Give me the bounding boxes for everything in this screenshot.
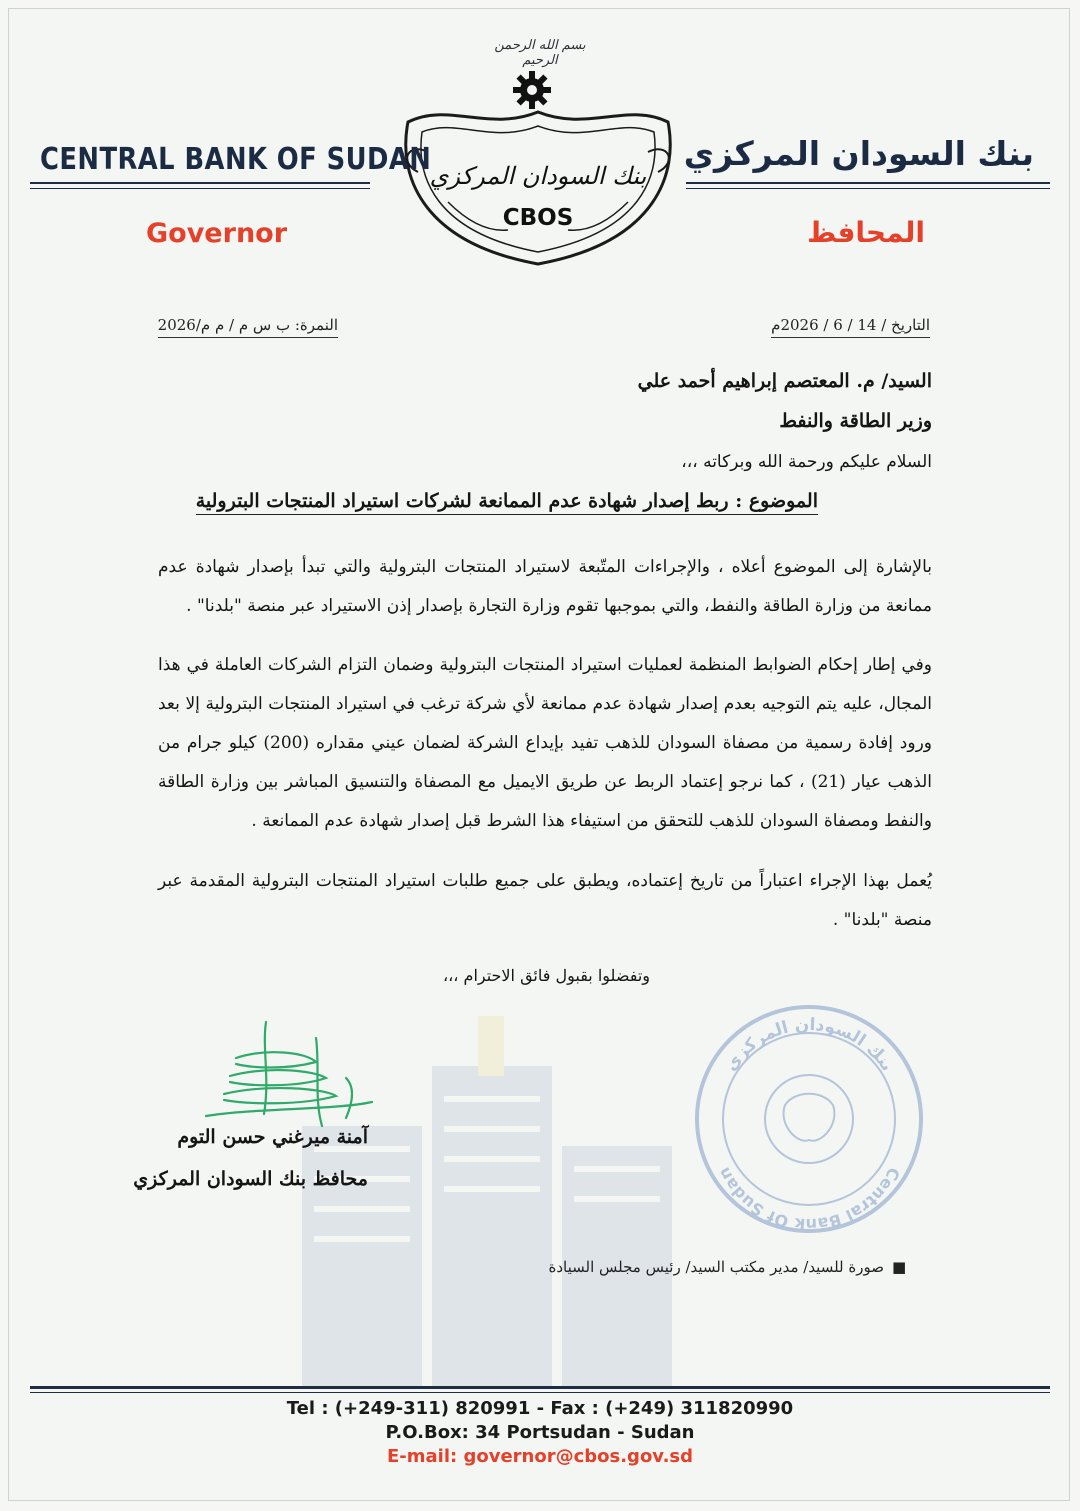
governor-title-english: Governor (146, 218, 288, 249)
cbos-emblem-logo (388, 92, 688, 268)
footer-divider (30, 1386, 1050, 1389)
letter-subject: الموضوع : ربط إصدار شهادة عدم الممانعة لشركات استيراد المنتجات البترولية (196, 490, 818, 515)
bank-seal-stamp (690, 1000, 928, 1238)
recipient-position: وزير الطاقة والنفط (779, 410, 932, 432)
carbon-copy-note: صورة للسيد/ مدير مكتب السيد/ رئيس مجلس السيادة (548, 1258, 884, 1276)
closing-salutation: وتفضلوا بقبول فائق الاحترام ،،، (442, 966, 650, 985)
body-paragraph-1: بالإشارة إلى الموضوع أعلاه ، والإجراءات المتّبعة لاستيراد المنتجات البترولية والتي تبدأ بإصدار شهادة عدم ممانعة من وزارة الطاقة والنفط، والتي بموجبها تقوم وزارة التجارة بإصدار إذن الاستيراد عبر منصة "بلدنا" . (158, 557, 932, 616)
body-paragraph-2: وفي إطار إحكام الضوابط المنظمة لعمليات استيراد المنتجات البترولية وضمان التزام الشركات العاملة في هذا المجال، عليه يتم التوجيه بعدم إصدار شهادة عدم ممانعة لأي شركة ترغب في استيراد المنتجات البترولية إلا بعد ورود إفادة رسمية من مصفاة السودان للذهب تفيد بإيداع الشركة لضمان عيني مقداره (200) كيلو جرام من الذهب عيار (21) ، كما نرجو إعتماد الربط عن طريق الايميل مع المصفاة والتنسيق المباشر بين وزارة الطاقة والنفط ومصفاة السودان للذهب للتحقق من استيفاء هذا الشرط قبل إصدار شهادة عدم الممانعة . (158, 655, 933, 831)
governor-title-arabic: المحافظ (807, 216, 925, 249)
handwritten-signature (196, 1018, 382, 1134)
reference-number: النمرة: ب س م / م م/2026 (158, 316, 338, 338)
signatory-name: آمنة ميرغني حسن التوم (177, 1126, 368, 1148)
emblem-calligraphy: بنك السودان المركزي (429, 162, 647, 190)
bank-name-arabic: بنك السودان المركزي (683, 134, 1034, 173)
footer-email[interactable]: E-mail: governor@cbos.gov.sd (386, 1446, 694, 1467)
header-divider-left (30, 182, 370, 184)
stamp-arabic-text: بنك السودان المركزي (721, 1014, 898, 1075)
footer-address: P.O.Box: 34 Portsudan - Sudan (385, 1422, 695, 1443)
cc-bullet-icon: ■ (892, 1258, 907, 1276)
bismillah-calligraphy: بسم الله الرحمن الرحيم (494, 38, 586, 68)
header-divider-right-thin (686, 188, 1050, 189)
letter-date: التاريخ / 14 / 6 / 2026م (771, 316, 930, 338)
footer-divider-thin (30, 1392, 1050, 1393)
bank-name-english: CENTRAL BANK OF SUDAN (40, 142, 432, 177)
header-divider-left-thin (30, 188, 370, 189)
signatory-title: محافظ بنك السودان المركزي (133, 1168, 368, 1190)
greeting: السلام عليكم ورحمة الله وبركاته ،،، (681, 452, 932, 472)
recipient-name: السيد/ م. المعتصم إبراهيم أحمد علي (637, 370, 932, 392)
header-divider-right (686, 182, 1050, 184)
stamp-english-text: Central Bank Of Sudan (714, 1164, 904, 1235)
emblem-abbreviation: CBOS (502, 205, 574, 231)
body-paragraph-3: يُعمل بهذا الإجراء اعتباراً من تاريخ إعتماده، ويطبق على جميع طلبات استيراد المنتجات البترولية المقدمة عبر منصة "بلدنا" . (158, 871, 932, 930)
footer-contact: Tel : (+249-311) 820991 - Fax : (+249) 311820990 (286, 1398, 794, 1419)
